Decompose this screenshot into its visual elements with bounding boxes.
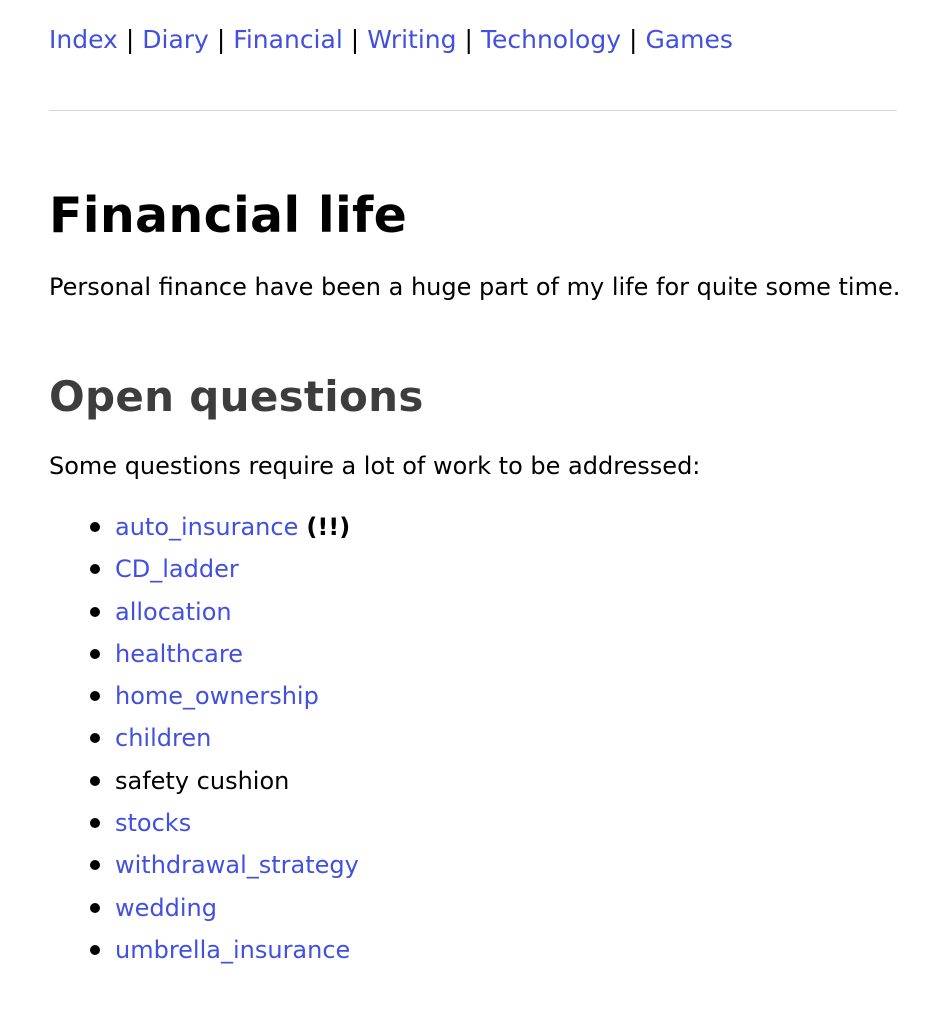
- link-home-ownership[interactable]: home_ownership: [115, 682, 319, 711]
- bullet-icon: [90, 860, 100, 870]
- bullet-icon: [90, 522, 100, 532]
- bullet-icon: [90, 818, 100, 828]
- link-children[interactable]: children: [115, 724, 212, 753]
- nav-link-index[interactable]: Index: [49, 25, 118, 54]
- horizontal-divider: [49, 110, 897, 111]
- link-allocation[interactable]: allocation: [115, 597, 232, 626]
- nav-link-financial[interactable]: Financial: [233, 25, 343, 54]
- bullet-icon: [90, 903, 100, 913]
- top-nav: [49, 22, 733, 58]
- section-lead-paragraph: Some questions require a lot of work to be addressed:: [49, 452, 701, 480]
- list-item-stocks: [49, 806, 359, 848]
- nav-link-games[interactable]: Games: [645, 25, 733, 54]
- link-umbrella-insurance[interactable]: umbrella_insurance: [115, 935, 351, 964]
- list-item-children: [49, 721, 359, 763]
- page-title: Financial life: [49, 187, 408, 244]
- bullet-icon: [90, 607, 100, 617]
- priority-flag: (!!): [306, 513, 351, 541]
- section-heading-open-questions: Open questions: [49, 372, 424, 421]
- list-item-healthcare: [49, 637, 359, 679]
- link-auto-insurance[interactable]: auto_insurance: [115, 513, 299, 541]
- link-stocks[interactable]: stocks: [115, 809, 192, 838]
- nav-link-writing[interactable]: Writing: [367, 25, 457, 54]
- link-healthcare[interactable]: healthcare: [115, 639, 243, 668]
- bullet-icon: [90, 945, 100, 955]
- link-cd-ladder[interactable]: CD_ladder: [115, 555, 239, 584]
- list-item-allocation: [49, 595, 359, 637]
- text-safety-cushion: safety cushion: [115, 766, 290, 795]
- nav-link-technology[interactable]: Technology: [480, 25, 621, 54]
- bullet-icon: [90, 733, 100, 743]
- nav-separator: |: [629, 25, 638, 54]
- intro-paragraph: Personal finance have been a huge part of my life for quite some time.: [49, 273, 901, 301]
- link-wedding[interactable]: wedding: [115, 893, 217, 922]
- bullet-icon: [90, 649, 100, 659]
- nav-separator: |: [350, 25, 360, 54]
- list-item-safety-cushion: [49, 764, 359, 806]
- bullet-icon: [90, 691, 100, 701]
- list-item-umbrella-insurance: [49, 933, 359, 975]
- open-questions-list: [49, 510, 359, 975]
- nav-link-diary[interactable]: Diary: [142, 25, 209, 54]
- list-item-cd-ladder: [49, 552, 359, 594]
- nav-separator: |: [464, 25, 473, 54]
- list-item-wedding: [49, 891, 359, 933]
- list-item-home-ownership: [49, 679, 359, 721]
- list-item-withdrawal-strategy: [49, 848, 359, 890]
- list-item-auto-insurance: [49, 510, 359, 552]
- nav-separator: |: [125, 25, 135, 54]
- nav-separator: |: [216, 25, 226, 54]
- link-withdrawal-strategy[interactable]: withdrawal_strategy: [115, 851, 359, 880]
- bullet-icon: [90, 564, 100, 574]
- bullet-icon: [90, 776, 100, 786]
